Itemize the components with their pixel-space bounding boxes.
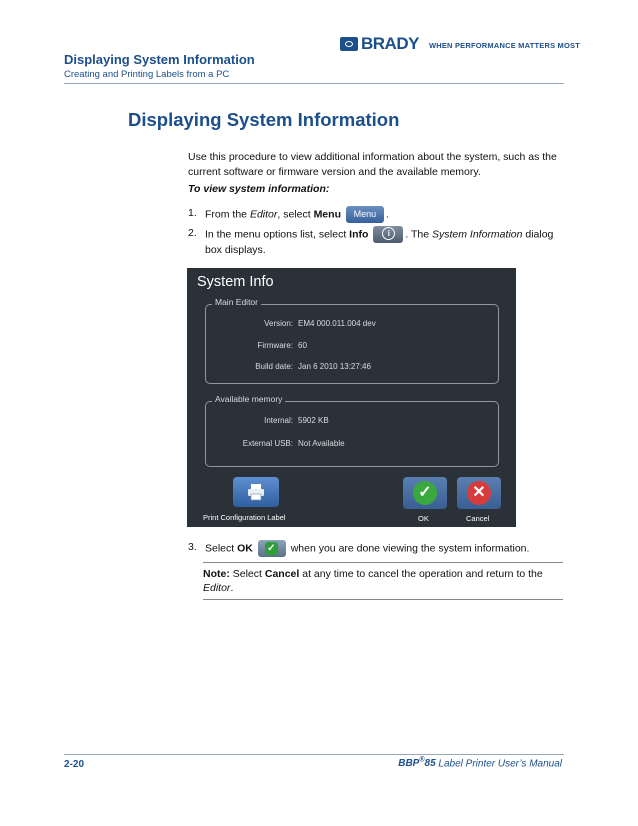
- text: In the menu options list, select: [205, 228, 350, 241]
- procedure-title: To view system information:: [188, 183, 330, 195]
- main-editor-group: [205, 297, 499, 384]
- note-box: [203, 562, 563, 600]
- footer-divider: [64, 754, 564, 755]
- version-label: Version:: [264, 319, 293, 328]
- available-memory-group: [205, 394, 499, 467]
- editor-term: Editor: [203, 582, 231, 594]
- brady-logo-icon: [340, 37, 358, 51]
- brand-tagline: WHEN PERFORMANCE MATTERS MOST: [428, 41, 581, 50]
- text: , select: [277, 208, 314, 221]
- ok-button[interactable]: [403, 477, 447, 509]
- text: .: [385, 208, 389, 221]
- step-number: 2.: [188, 227, 197, 239]
- step-text: [205, 540, 565, 557]
- group-label: Main Editor: [212, 297, 261, 307]
- text: Select: [205, 542, 238, 555]
- internal-value: 5902 KB: [298, 416, 329, 425]
- brand-name: BRADY: [361, 34, 419, 53]
- ok-term: OK: [237, 542, 253, 555]
- info-icon: [373, 226, 403, 243]
- intro-paragraph: Use this procedure to view additional information about the system, such as the current software or firmware version and the available memory.: [188, 151, 557, 178]
- step-text: [205, 206, 565, 223]
- build-date-value: Jan 6 2010 13:27:46: [298, 362, 371, 371]
- text: dialog box displays.: [205, 228, 554, 256]
- version-value: EM4 000.011.004 dev: [298, 319, 376, 328]
- internal-label: Internal:: [264, 416, 293, 425]
- text: at any time to cancel the operation and return to the: [299, 568, 543, 580]
- text: From the: [205, 208, 250, 221]
- ok-label: OK: [418, 514, 429, 523]
- print-configuration-button[interactable]: [233, 477, 279, 507]
- note-lead: Note:: [203, 568, 230, 580]
- firmware-label: Firmware:: [257, 341, 293, 350]
- page-number: 2-20: [64, 759, 85, 770]
- model-number: 85: [424, 758, 436, 770]
- brady-logo: [340, 34, 580, 54]
- close-icon: ✕: [467, 481, 491, 505]
- checkmark-icon: ✓: [265, 542, 278, 555]
- text: Select: [229, 568, 265, 580]
- cancel-label: Cancel: [466, 514, 490, 523]
- text: . The: [405, 228, 432, 241]
- firmware-value: 60: [298, 341, 307, 350]
- menu-term: Menu: [313, 208, 341, 221]
- text: when you are done viewing the system information.: [287, 542, 530, 555]
- dialog-term: System Information: [432, 228, 523, 241]
- system-info-dialog: [187, 268, 516, 527]
- step-text: [205, 226, 565, 258]
- print-configuration-label: Print Configuration Label: [203, 513, 286, 522]
- step-number: 1.: [188, 207, 197, 219]
- usb-label: External USB:: [242, 439, 293, 448]
- section-heading: Displaying System Information: [128, 109, 400, 130]
- printer-icon: [247, 483, 265, 501]
- cancel-term: Cancel: [264, 568, 300, 580]
- info-term: Info: [349, 228, 369, 241]
- header-divider: [64, 83, 564, 84]
- manual-name: Label Printer User’s Manual: [435, 758, 562, 770]
- manual-title: [398, 757, 562, 769]
- cancel-button[interactable]: [457, 477, 501, 509]
- step-number: 3.: [188, 541, 197, 553]
- ok-button-image: [258, 540, 286, 557]
- product-name: BBP: [398, 758, 420, 770]
- editor-term: Editor: [249, 208, 278, 221]
- running-header-title: Displaying System Information: [64, 52, 255, 67]
- usb-value: Not Available: [298, 439, 345, 448]
- running-header-subtitle: Creating and Printing Labels from a PC: [64, 69, 230, 80]
- dialog-title: System Info: [197, 274, 274, 290]
- checkmark-icon: ✓: [413, 481, 437, 505]
- menu-button-image: Menu: [346, 206, 384, 223]
- text: .: [230, 582, 234, 594]
- group-label: Available memory: [212, 394, 285, 404]
- registered-mark: ®: [419, 757, 425, 764]
- build-date-label: Build date:: [255, 362, 293, 371]
